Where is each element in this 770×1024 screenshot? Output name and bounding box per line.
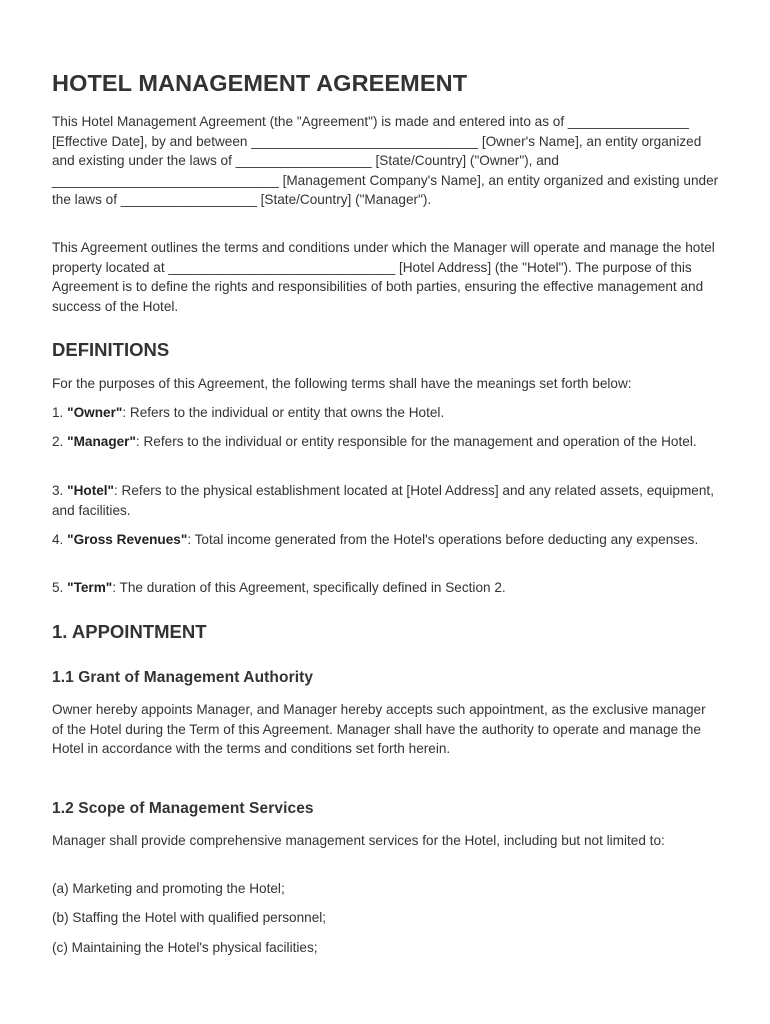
section-1-1-text: Owner hereby appoints Manager, and Manager hereby accepts such appointment, as the exclusive manager of the Hotel during the Term of this Agreement. Manager shall have the authority to operate and manage the Hotel in accordance with the terms and conditions set forth herein. — [52, 702, 706, 757]
section-1-1-heading: 1.1 Grant of Management Authority — [52, 669, 314, 686]
purpose-paragraph: This Agreement outlines the terms and conditions under which the Manager will operate and manage the hotel property located at ______________________________ [Hotel Address] (the "Hotel"). The purpose of this Agreement is to define the rights and responsibilities of both parties, ensuring the effective management and success of the Hotel. — [52, 240, 715, 314]
definition-item: 2. "Manager": Refers to the individual or entity responsible for the management and operation of the Hotel. — [52, 434, 697, 449]
section-1-2-heading: 1.2 Scope of Management Services — [52, 800, 314, 817]
definitions-heading: DEFINITIONS — [52, 339, 170, 360]
service-list-item: (c) Maintaining the Hotel's physical facilities; — [52, 940, 318, 955]
definition-item: 1. "Owner": Refers to the individual or entity that owns the Hotel. — [52, 405, 445, 420]
definitions-lead: For the purposes of this Agreement, the following terms shall have the meanings set forth below: — [52, 376, 632, 391]
definition-item: 3. "Hotel": Refers to the physical establishment located at [Hotel Address] and any related assets, equipment, and facilities. — [52, 483, 714, 518]
service-list-item: (b) Staffing the Hotel with qualified personnel; — [52, 910, 327, 925]
appointment-heading: 1. APPOINTMENT — [52, 621, 207, 642]
definition-item: 5. "Term": The duration of this Agreement, specifically defined in Section 2. — [52, 580, 506, 595]
section-1-2-text: Manager shall provide comprehensive management services for the Hotel, including but not limited to: — [52, 833, 665, 848]
definition-item: 4. "Gross Revenues": Total income generated from the Hotel's operations before deducting any expenses. — [52, 532, 699, 547]
document-title: HOTEL MANAGEMENT AGREEMENT — [52, 70, 468, 96]
service-list-item: (a) Marketing and promoting the Hotel; — [52, 881, 285, 896]
intro-paragraph: This Hotel Management Agreement (the "Agreement") is made and entered into as of ________________ [Effective Date], by and between ______________________________ [Owner's Name], an entity organized and existing under the laws of __________________ [State/Country] ("Owner"), and ______________________________ [Management Company's Name], an entity organized and existing under the laws of __________________ [State/Country] ("Manager"). — [52, 114, 719, 208]
